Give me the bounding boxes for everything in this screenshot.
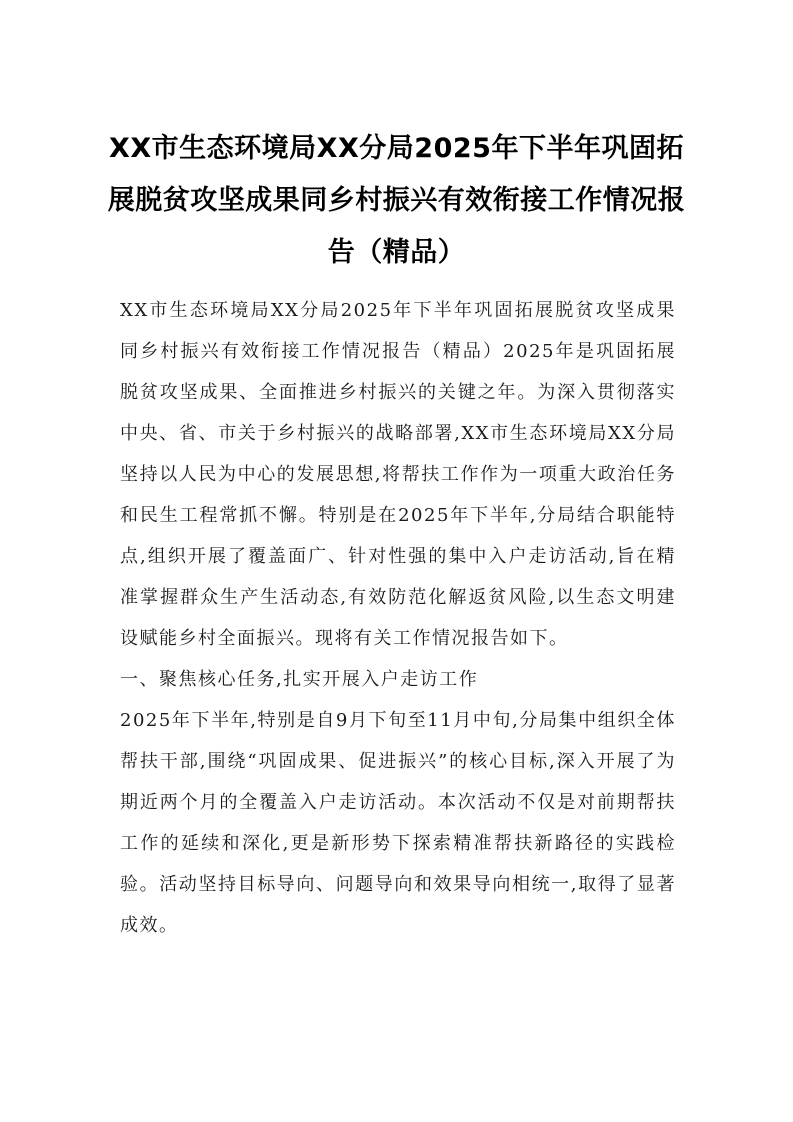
section-paragraph: 2025年下半年,特别是自9月下旬至11月中旬,分局集中组织全体帮扶干部,围绕“巩固成果、促进振兴”的核心目标,深入开展了为期近两个月的全覆盖入户走访活动。本次活动不仅是对前期帮扶工作的延续和深化,更是新形势下探索精准帮扶新路径的实践检验。活动坚持目标导向、问题导向和效果导向相统一,取得了显著成效。 bbox=[120, 710, 676, 936]
section-heading: 一、聚焦核心任务,扎实开展入户走访工作 bbox=[120, 669, 479, 690]
document-body bbox=[120, 290, 676, 946]
intro-paragraph: XX市生态环境局XX分局2025年下半年巩固拓展脱贫攻坚成果同乡村振兴有效衔接工作情况报告（精品）2025年是巩固拓展脱贫攻坚成果、全面推进乡村振兴的关键之年。为深入贯彻落实中央、省、市关于乡村振兴的战略部署,XX市生态环境局XX分局坚持以人民为中心的发展思想,将帮扶工作作为一项重大政治任务和民生工程常抓不懈。特别是在2025年下半年,分局结合职能特点,组织开展了覆盖面广、针对性强的集中入户走访活动,旨在精准掌握群众生产生活动态,有效防范化解返贫风险,以生态文明建设赋能乡村全面振兴。现将有关工作情况报告如下。 bbox=[120, 300, 676, 649]
document-title: XX市生态环境局XX分局2025年下半年巩固拓展脱贫攻坚成果同乡村振兴有效衔接工作情况报告（精品） bbox=[107, 133, 686, 268]
